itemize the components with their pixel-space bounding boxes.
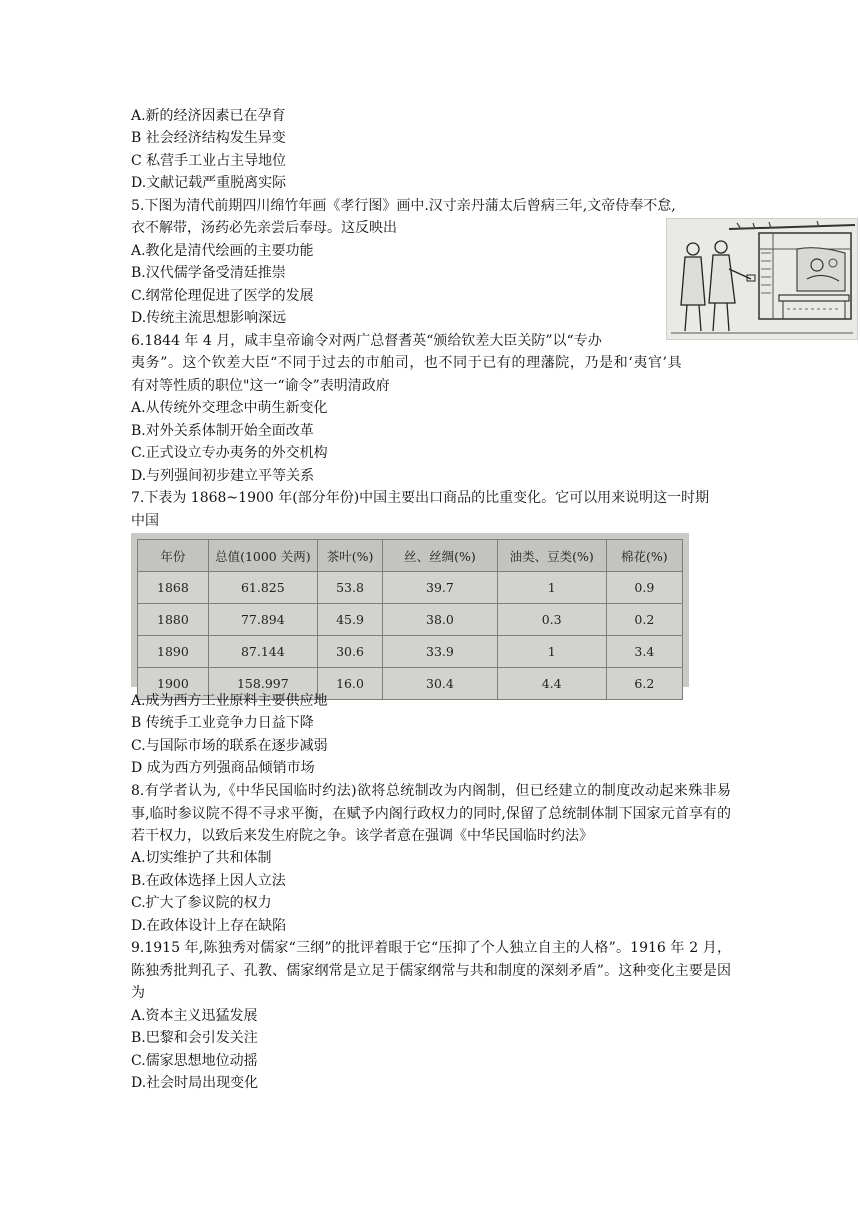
q7-option-d: D 成为西方列强商品倾销市场 [131,760,315,776]
table-cell: 30.6 [317,636,382,668]
table-cell: 6.2 [606,668,682,700]
q7-stem-line-2: 中国 [131,513,159,529]
q7-option-c: C.与国际市场的联系在逐步减弱 [131,738,328,754]
table-cell: 1868 [138,572,209,604]
q8-option-c: C.扩大了参议院的权力 [131,895,272,911]
q4-option-c: C 私营手工业占主导地位 [131,153,287,169]
filial-piety-painting-image [666,218,858,340]
q9-option-a: A.资本主义迅猛发展 [131,1008,258,1024]
q5-option-c: C.纲常伦理促进了医学的发展 [131,288,314,304]
q6-option-d: D.与列强间初步建立平等关系 [131,468,315,484]
table-cell: 1 [497,572,606,604]
table-header-cell: 丝、丝绸(%) [383,540,497,572]
q9-option-c: C.儒家思想地位动摇 [131,1053,258,1069]
table-header-row [138,540,683,572]
q6-option-c: C.正式设立专办夷务的外交机构 [131,445,328,461]
table-cell: 39.7 [383,572,497,604]
export-share-table-image [131,533,689,691]
table-cell: 1890 [138,636,209,668]
table-header-cell: 年份 [138,540,209,572]
painting-sketch [667,219,857,339]
table-cell: 0.3 [497,604,606,636]
table-cell: 3.4 [606,636,682,668]
q6-stem-line-3: 有对等性质的职位"这一“谕令”表明清政府 [131,378,390,394]
table-cell: 61.825 [208,572,317,604]
q8-option-d: D.在政体设计上存在缺陷 [131,918,287,934]
table-cell: 4.4 [497,668,606,700]
q9-option-b: B.巴黎和会引发关注 [131,1030,258,1046]
table-cell: 0.9 [606,572,682,604]
table-header-cell: 茶叶(%) [317,540,382,572]
table-cell: 87.144 [208,636,317,668]
q8-option-a: A.切实维护了共和体制 [131,850,272,866]
table-cell: 16.0 [317,668,382,700]
table-cell: 1880 [138,604,209,636]
table-cell: 30.4 [383,668,497,700]
table-cell: 38.0 [383,604,497,636]
q7-option-b: B 传统手工业竞争力日益下降 [131,715,314,731]
table-header-cell: 油类、豆类(%) [497,540,606,572]
table-cell: 1900 [138,668,209,700]
q4-option-a: A.新的经济因素已在孕育 [131,108,286,124]
table-row [138,604,683,636]
q5-stem-line-1: 5.下图为清代前期四川绵竹年画《孝行图》画中.汉寸亲丹蒲太后曾病三年,文帝侍奉不怠, [131,198,676,214]
table-row [138,636,683,668]
q6-option-b: B.对外关系体制开始全面改革 [131,423,314,439]
table-header-cell: 棉花(%) [606,540,682,572]
table-row [138,572,683,604]
q5-option-b: B.汉代儒学备受清廷推崇 [131,265,286,281]
table-cell: 0.2 [606,604,682,636]
table-cell: 77.894 [208,604,317,636]
q4-option-d: D.文献记载严重脱离实际 [131,175,287,191]
export-share-table [137,539,683,700]
table-header-cell: 总值(1000 关两) [208,540,317,572]
q6-stem-line-2: 夷务”。这个钦差大臣“不同于过去的市舶司，也不同于已有的理藩院，乃是和‘夷官’具 [131,355,683,371]
table-cell: 45.9 [317,604,382,636]
q9-option-d: D.社会时局出现变化 [131,1075,259,1091]
table-cell: 33.9 [383,636,497,668]
q4-option-b: B 社会经济结构发生异变 [131,130,286,146]
q6-stem-line-1: 6.1844 年 4 月，咸丰皇帝谕令对两广总督耆英“颁给钦差大臣关防”以“专办 [131,333,602,349]
q7-stem-line-1: 7.下表为 1868~1900 年(部分年份)中国主要出口商品的比重变化。它可以用来说明这一时期 [131,490,710,506]
q7-option-a: A.成为西方工业原料主要供应地 [131,693,328,709]
q8-stem: 8.有学者认为,《中华民国临时约法)欲将总统制改为内阁制，但已经建立的制度改动起来殊非易事,临时参议院不得不寻求平衡，在赋予内阁行政权力的同时,保留了总统制体制下国家元首享有的若干权力，以致后来发生府院之争。该学者意在强调《中华民国临时约法》 [131,783,731,844]
q5-option-a: A.教化是清代绘画的主要功能 [131,243,314,259]
q9-stem: 9.1915 年,陈独秀对儒家“三纲”的批评着眼于它“压抑了个人独立自主的人格”。1916 年 2 月，陈独秀批判孔子、孔教、儒家纲常是立足于儒家纲常与共和制度的深刻矛盾”。这种变化主要是因为 [131,940,731,1001]
q6-option-a: A.从传统外交理念中萌生新变化 [131,400,328,416]
q5-option-d: D.传统主流思想影响深远 [131,310,287,326]
q8-option-b: B.在政体选择上因人立法 [131,873,286,889]
q5-stem-line-2: 衣不解带，汤药必先亲尝后奉母。这反映出 [131,220,397,236]
table-cell: 158.997 [208,668,317,700]
table-cell: 53.8 [317,572,382,604]
table-cell: 1 [497,636,606,668]
